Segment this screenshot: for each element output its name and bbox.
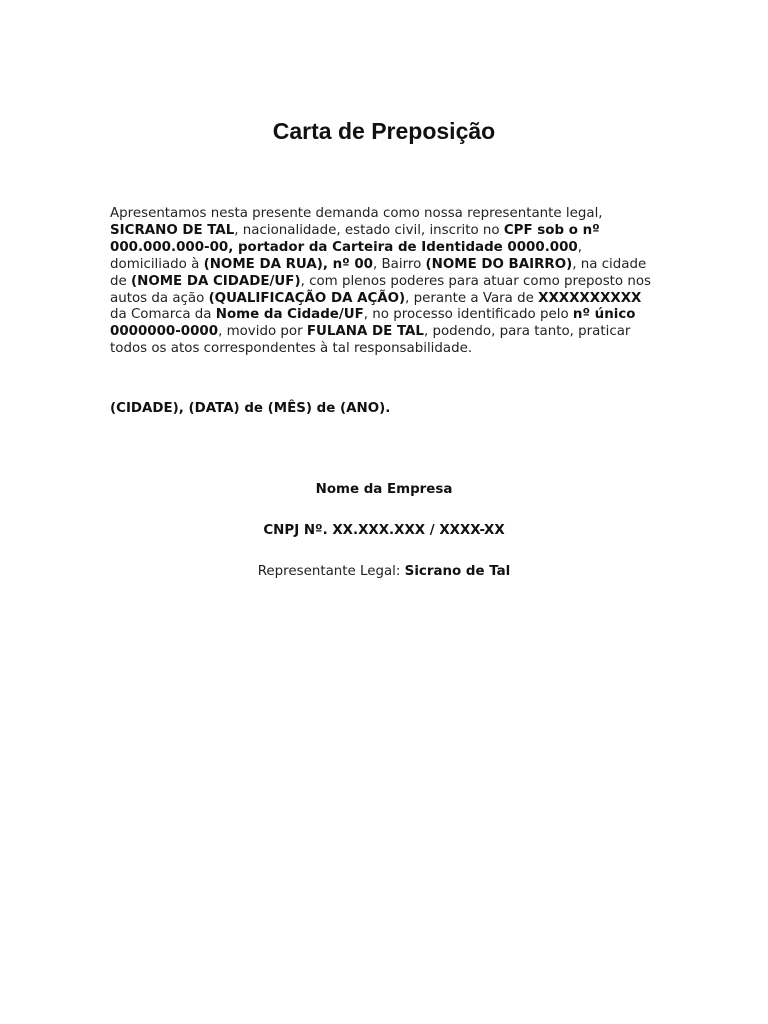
paragraph-bold-run: FULANA DE TAL [306, 324, 424, 340]
paragraph-bold-run: CPF sob o nº 000.000.000-00, portador da Carteira de Identidade 0000.000 [110, 222, 600, 255]
paragraph-text-run: , podendo, para tanto, praticar todos os atos correspondentes à tal responsabilidade. [110, 324, 631, 357]
paragraph-text-run: , no processo identificado pelo [363, 307, 573, 323]
paragraph-bold-run: SICRANO DE TAL [110, 222, 235, 238]
paragraph-bold-run: XXXXXXXXXX [538, 290, 642, 306]
paragraph-bold-run: (QUALIFICAÇÃO DA AÇÃO) [208, 290, 406, 306]
signature-company-name: Nome da Empresa [315, 482, 453, 497]
date-line [110, 401, 390, 416]
paragraph-text-run: , com plenos poderes para atuar como preposto nos autos da ação [110, 273, 652, 306]
body-paragraph [110, 206, 658, 358]
paragraph-text-run: Apresentamos nesta presente demanda como nossa representante legal, [110, 206, 603, 221]
signature-representative [0, 564, 768, 579]
paragraph-text-run: , na cidade de [110, 256, 647, 289]
paragraph-text-run: , perante a Vara de [405, 290, 539, 306]
paragraph-text-run: , Bairro [372, 256, 426, 272]
paragraph-bold-run: Nome da Cidade/UF [215, 307, 364, 323]
paragraph-text-run: , domiciliado à [110, 239, 582, 272]
paragraph-text-run: , movido por [218, 324, 307, 340]
representative-label: Representante Legal: [257, 564, 405, 579]
paragraph-bold-run: (NOME DA RUA), nº 00 [203, 256, 373, 272]
paragraph-bold-run: (NOME DO BAIRRO) [425, 256, 573, 272]
paragraph-bold-run: nº único 0000000-0000 [110, 307, 636, 340]
paragraph-text-run: , nacionalidade, estado civil, inscrito no [234, 222, 504, 238]
document-title: Carta de Preposição [272, 118, 496, 144]
representative-name: Sicrano de Tal [404, 564, 511, 579]
paragraph-bold-run: (NOME DA CIDADE/UF) [131, 273, 301, 289]
date-line-text: (CIDADE), (DATA) de (MÊS) de (ANO). [110, 401, 391, 416]
signature-cnpj: CNPJ Nº. XX.XXX.XXX / XXXX-XX [263, 523, 505, 538]
paragraph-text-run: da Comarca da [110, 307, 216, 323]
